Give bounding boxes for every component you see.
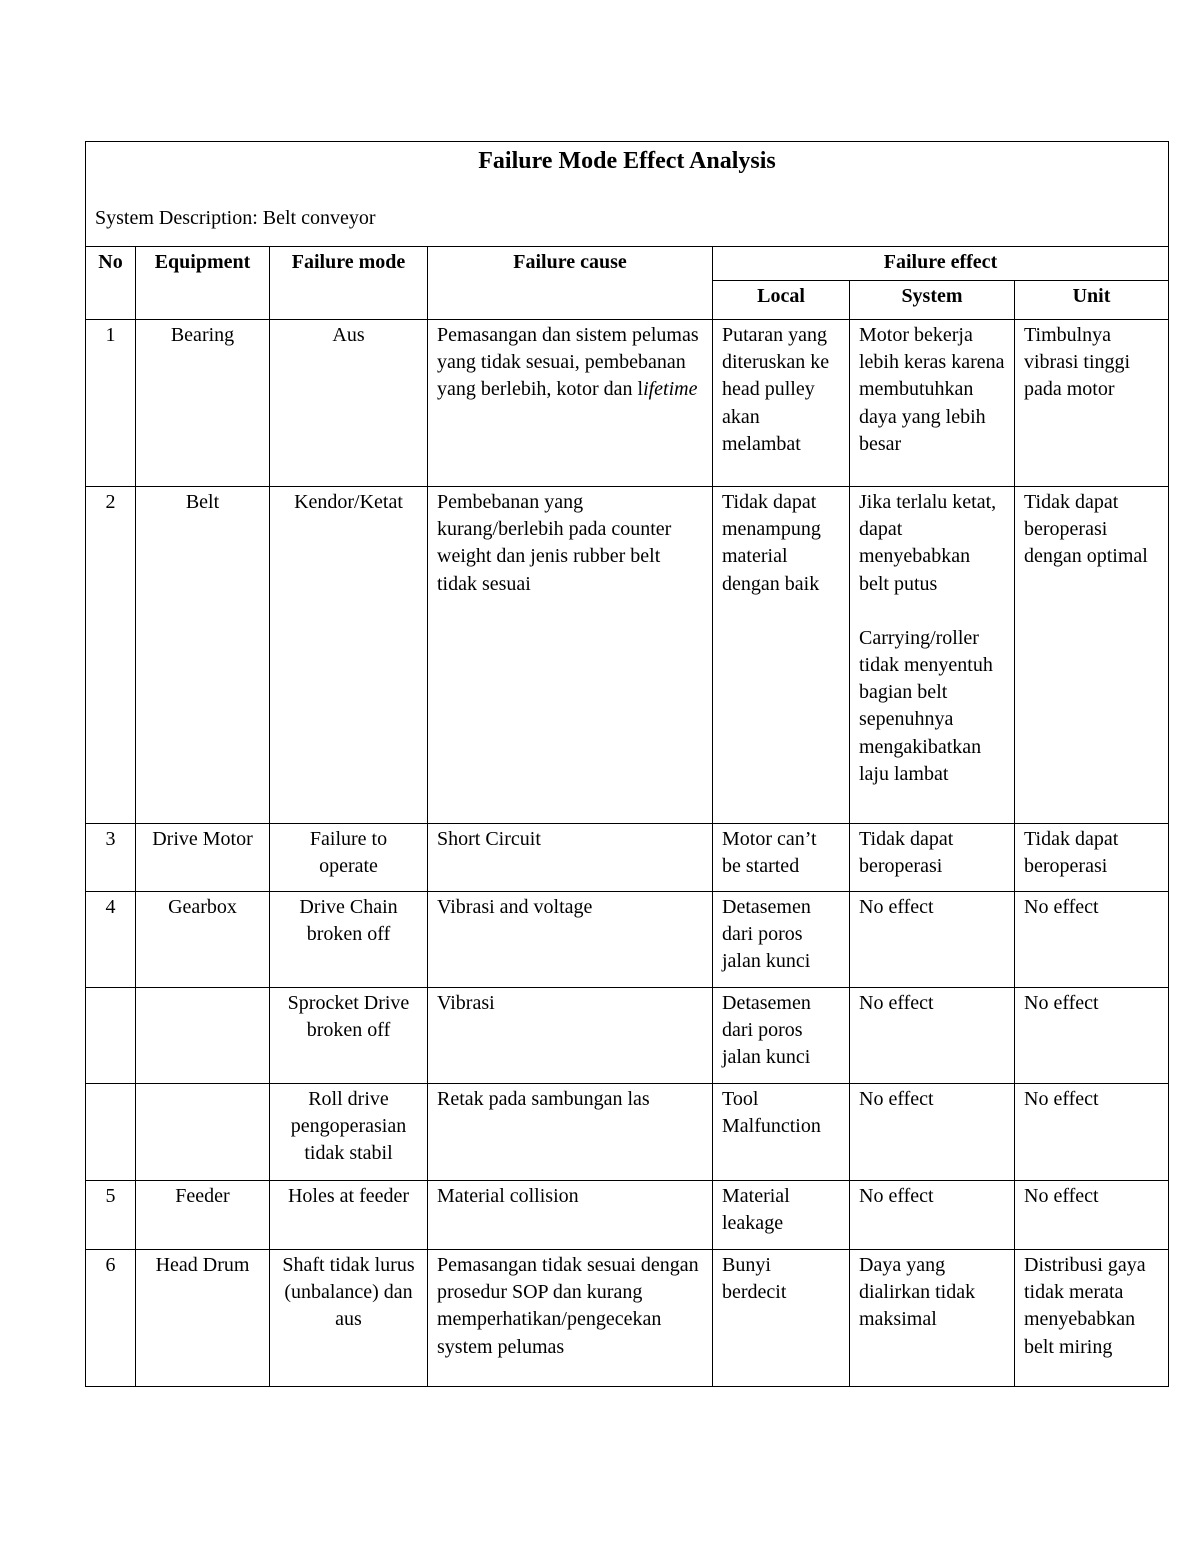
table-row: [86, 487, 1169, 824]
cell-system: Tidak dapat beroperasi: [850, 824, 1015, 892]
cell-system: No effect: [850, 988, 1015, 1084]
cell-no: 1: [86, 320, 136, 487]
cell-system: Daya yang dialirkan tidak maksimal: [850, 1250, 1015, 1387]
cell-system: No effect: [850, 1181, 1015, 1250]
header-failure-cause: Failure cause: [428, 247, 713, 320]
cell-equipment: Gearbox: [136, 892, 270, 988]
table-row: [86, 1084, 1169, 1181]
cause-text: Pemasangan dan sistem pelumas yang tidak sesuai, pembebanan yang berlebih, kotor dan l: [437, 324, 699, 401]
cell-equipment: [136, 988, 270, 1084]
table-row: [86, 1181, 1169, 1250]
cell-failure-mode: Shaft tidak lurus (unbalance) dan aus: [270, 1250, 428, 1387]
cell-local: Motor can’t be started: [713, 824, 850, 892]
cell-failure-mode: Failure to operate: [270, 824, 428, 892]
cell-unit: No effect: [1015, 988, 1169, 1084]
cell-equipment: Drive Motor: [136, 824, 270, 892]
cell-failure-cause: Vibrasi: [428, 988, 713, 1084]
fmea-document: [85, 141, 1168, 1387]
cell-failure-cause: Retak pada sambungan las: [428, 1084, 713, 1181]
cell-equipment: [136, 1084, 270, 1181]
cell-system: No effect: [850, 1084, 1015, 1181]
cell-failure-mode: Drive Chain broken off: [270, 892, 428, 988]
cell-equipment: Head Drum: [136, 1250, 270, 1387]
cell-no: 4: [86, 892, 136, 988]
cell-failure-cause: Pembebanan yang kurang/berlebih pada counter weight dan jenis rubber belt tidak sesuai: [428, 487, 713, 824]
cell-no: [86, 1084, 136, 1181]
table-row: [86, 892, 1169, 988]
table-row: [86, 824, 1169, 892]
cell-unit: No effect: [1015, 1181, 1169, 1250]
cell-local: Tidak dapat menampung material dengan baik: [713, 487, 850, 824]
cell-equipment: Bearing: [136, 320, 270, 487]
cell-failure-mode: Roll drive pengoperasian tidak stabil: [270, 1084, 428, 1181]
cell-failure-cause: Short Circuit: [428, 824, 713, 892]
header-local: Local: [713, 281, 850, 320]
cell-unit: No effect: [1015, 892, 1169, 988]
cause-italic-text: ifetime: [643, 378, 698, 401]
cell-local: Detasemen dari poros jalan kunci: [713, 988, 850, 1084]
fmea-table: [85, 141, 1169, 1387]
cell-system: No effect: [850, 892, 1015, 988]
cell-local: Tool Malfunction: [713, 1084, 850, 1181]
cell-failure-mode: Holes at feeder: [270, 1181, 428, 1250]
cell-local: Detasemen dari poros jalan kunci: [713, 892, 850, 988]
cell-failure-cause: Material collision: [428, 1181, 713, 1250]
cell-unit: Tidak dapat beroperasi dengan optimal: [1015, 487, 1169, 824]
system-effect-2: Carrying/roller tidak menyentuh bagian belt sepenuhnya mengakibatkan laju lambat: [859, 626, 993, 785]
system-effect-1: Jika terlalu ketat, dapat menyebabkan belt putus: [859, 491, 997, 595]
table-row: [86, 1250, 1169, 1387]
cell-unit: Distribusi gaya tidak merata menyebabkan belt miring: [1015, 1250, 1169, 1387]
cell-system: [850, 487, 1015, 824]
cell-unit: Timbulnya vibrasi tinggi pada motor: [1015, 320, 1169, 487]
system-description: System Description: Belt conveyor: [95, 207, 376, 230]
table-row: [86, 988, 1169, 1084]
cell-equipment: Belt: [136, 487, 270, 824]
title-cell: [86, 142, 1169, 247]
cell-no: 3: [86, 824, 136, 892]
cell-failure-cause: Vibrasi and voltage: [428, 892, 713, 988]
cell-local: Bunyi berdecit: [713, 1250, 850, 1387]
header-no: No: [86, 247, 136, 320]
header-failure-effect: Failure effect: [713, 247, 1169, 281]
cell-failure-mode: Kendor/Ketat: [270, 487, 428, 824]
header-unit: Unit: [1015, 281, 1169, 320]
cell-no: 5: [86, 1181, 136, 1250]
table-row: [86, 320, 1169, 487]
cell-local: Material leakage: [713, 1181, 850, 1250]
header-system: System: [850, 281, 1015, 320]
cell-local: Putaran yang diteruskan ke head pulley akan melambat: [713, 320, 850, 487]
header-failure-mode: Failure mode: [270, 247, 428, 320]
cell-no: 6: [86, 1250, 136, 1387]
document-title: Failure Mode Effect Analysis: [478, 148, 776, 174]
cell-unit: No effect: [1015, 1084, 1169, 1181]
cell-failure-cause: Pemasangan tidak sesuai dengan prosedur SOP dan kurang memperhatikan/pengecekan system pelumas: [428, 1250, 713, 1387]
cell-failure-mode: Sprocket Drive broken off: [270, 988, 428, 1084]
cell-failure-cause: [428, 320, 713, 487]
cell-system: Motor bekerja lebih keras karena membutuhkan daya yang lebih besar: [850, 320, 1015, 487]
cell-failure-mode: Aus: [270, 320, 428, 487]
cell-unit: Tidak dapat beroperasi: [1015, 824, 1169, 892]
header-equipment: Equipment: [136, 247, 270, 320]
cell-no: [86, 988, 136, 1084]
cell-no: 2: [86, 487, 136, 824]
cell-equipment: Feeder: [136, 1181, 270, 1250]
